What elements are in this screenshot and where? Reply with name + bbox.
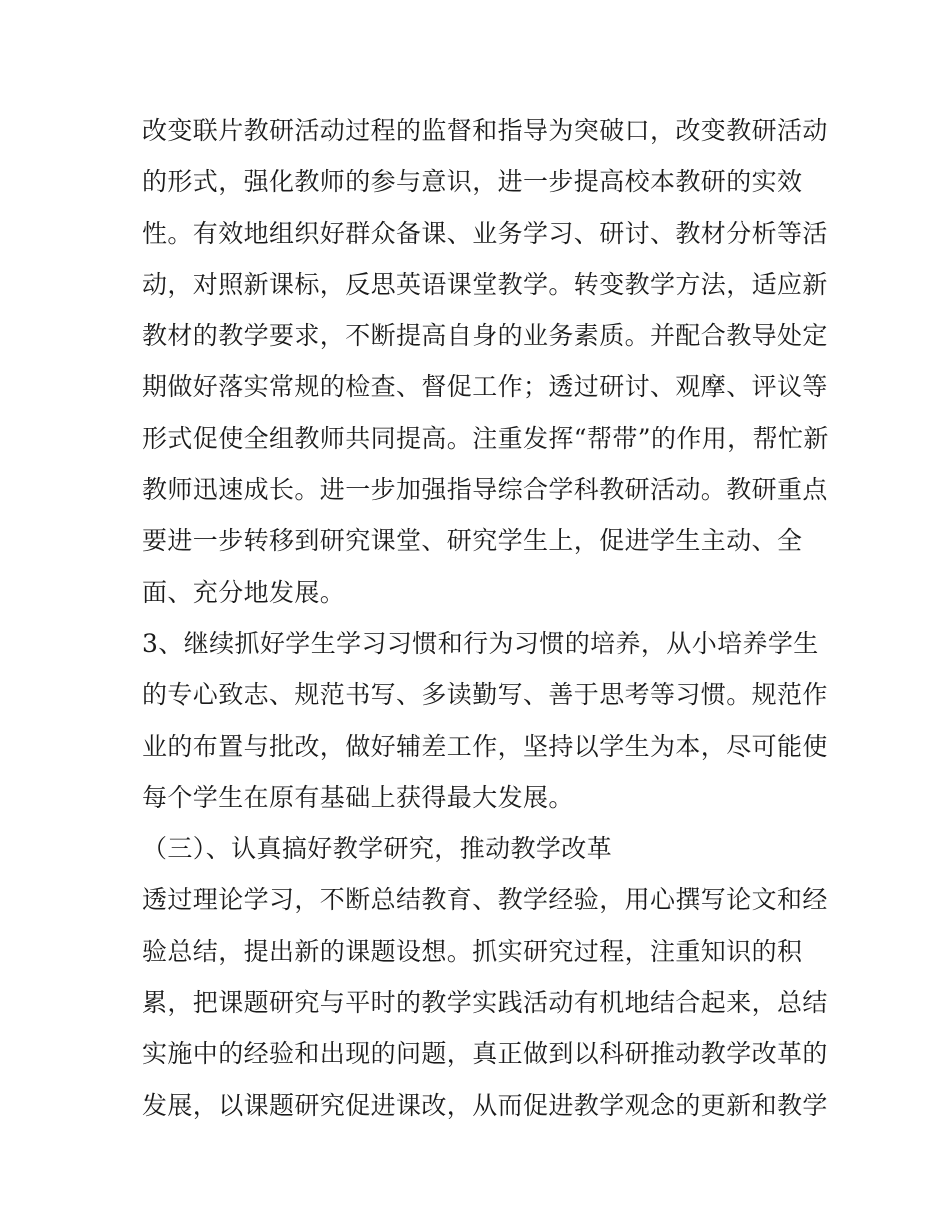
text-line: 每个学生在原有基础上获得最大发展。 bbox=[142, 782, 574, 812]
text-line: 形式促使全组教师共同提高。注重发挥“帮带”的作用，帮忙新 bbox=[142, 423, 829, 453]
text-line: 性。有效地组织好群众备课、业务学习、研讨、教材分析等活 bbox=[142, 218, 828, 248]
list-item-3: 3、继续抓好学生学习习惯和行为习惯的培养，从小培养学生 bbox=[142, 628, 819, 658]
text-line: 的形式，强化教师的参与意识，进一步提高校本教研的实效 bbox=[142, 167, 803, 197]
text-line: 面、充分地发展。 bbox=[142, 577, 346, 607]
text-line: 要进一步转移到研究课堂、研究学生上，促进学生主动、全 bbox=[142, 526, 803, 556]
text-line: 累，把课题研究与平时的教学实践活动有机地结合起来，总结 bbox=[142, 988, 828, 1018]
text-line: 的专心致志、规范书写、多读勤写、善于思考等习惯。规范作 bbox=[142, 680, 828, 710]
text-line: 教材的教学要求，不断提高自身的业务素质。并配合教导处定 bbox=[142, 321, 828, 351]
body-text bbox=[142, 105, 829, 1131]
section-heading: （三）、认真搞好教学研究，推动教学改革 bbox=[142, 834, 613, 864]
text-line: 教师迅速成长。进一步加强指导综合学科教研活动。教研重点 bbox=[142, 475, 828, 505]
text-line: 实施中的经验和出现的问题，真正做到以科研推动教学改革的 bbox=[142, 1039, 828, 1069]
text-line: 透过理论学习，不断总结教育、教学经验，用心撰写论文和经 bbox=[142, 885, 828, 915]
text-line: 期做好落实常规的检查、督促工作；透过研讨、观摩、评议等 bbox=[142, 372, 828, 402]
text-line: 改变联片教研活动过程的监督和指导为突破口，改变教研活动 bbox=[142, 116, 828, 145]
text-line: 验总结，提出新的课题设想。抓实研究过程，注重知识的积 bbox=[142, 936, 803, 966]
text-line: 业的布置与批改，做好辅差工作，坚持以学生为本，尽可能使 bbox=[142, 731, 828, 761]
text-line: 动，对照新课标，反思英语课堂教学。转变教学方法，适应新 bbox=[142, 269, 828, 299]
text-line: 发展，以课题研究促进课改，从而促进教学观念的更新和教学 bbox=[142, 1090, 828, 1120]
